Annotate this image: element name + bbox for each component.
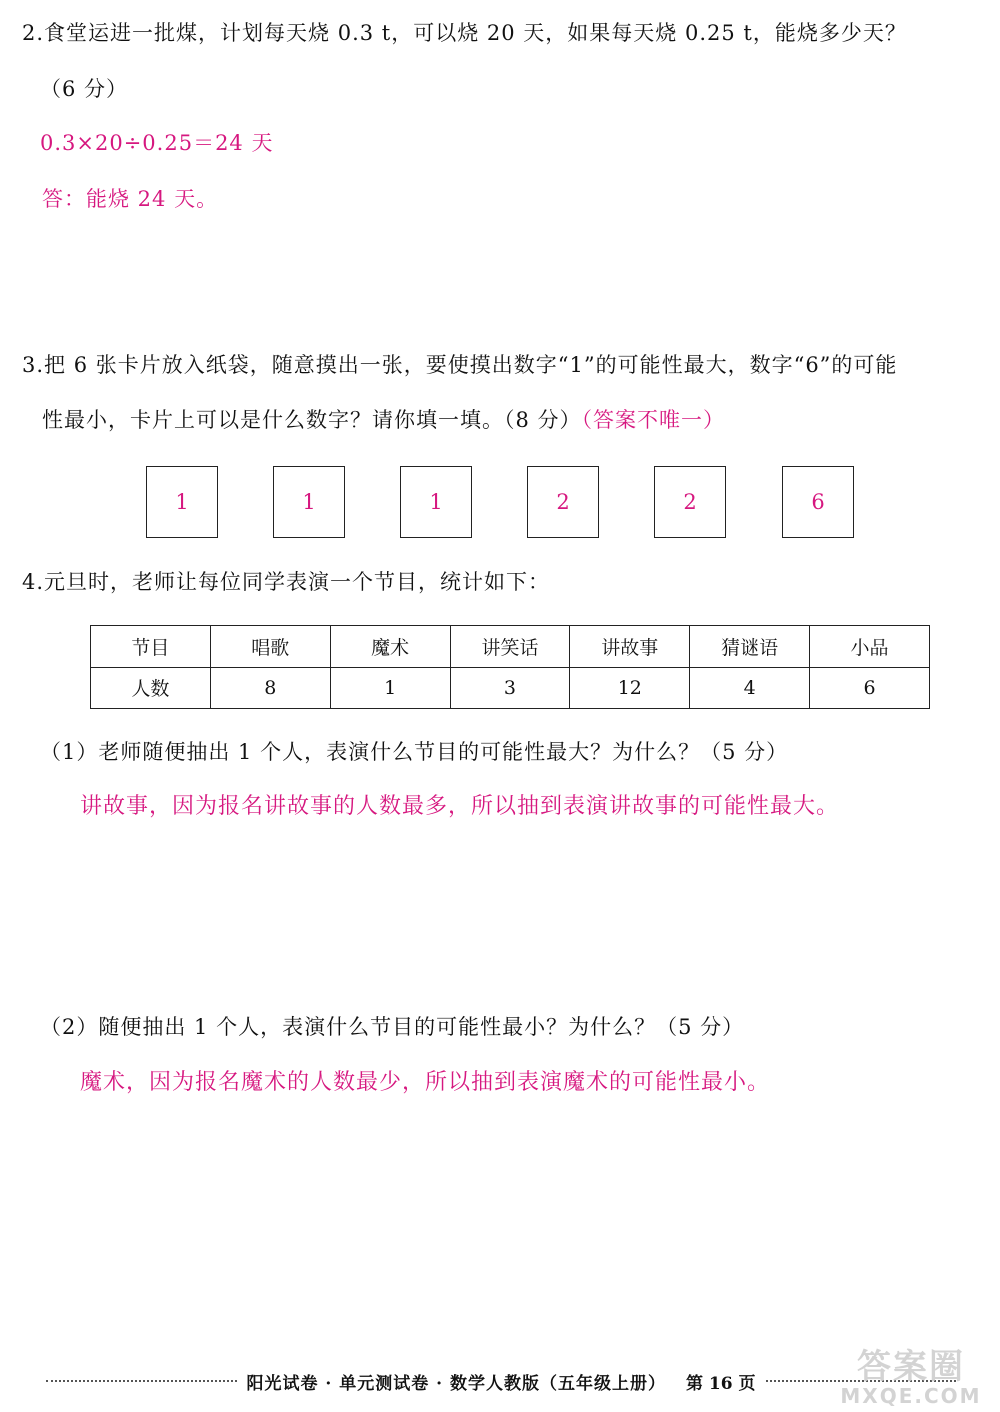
question-4-2-text: （2）随便抽出 1 个人，表演什么节目的可能性最小？为什么？（5 分）	[40, 1015, 745, 1039]
question-3-note: （答案不唯一）	[581, 408, 726, 432]
table-header-cell: 猜谜语	[690, 626, 810, 668]
footer-title: 阳光试卷 · 单元测试卷 · 数学人教版（五年级上册）	[246, 1373, 667, 1394]
footer-dots-left	[46, 1380, 237, 1382]
card-row	[146, 466, 854, 538]
card-5: 2	[654, 466, 726, 538]
page-footer	[36, 1366, 966, 1396]
card-4: 2	[527, 466, 599, 538]
program-stats-table	[90, 625, 930, 709]
question-3-line-1: 3.把 6 张卡片放入纸袋，随意摸出一张，要使摸出数字“1”的可能性最大，数字“6”的可能	[22, 353, 898, 377]
table-cell: 3	[450, 667, 570, 709]
table-header-cell: 小品	[810, 626, 930, 668]
card-3: 1	[400, 466, 472, 538]
table-header-cell: 讲故事	[570, 626, 690, 668]
question-4-1-answer: 讲故事，因为报名讲故事的人数最多，所以抽到表演讲故事的可能性最大。	[80, 794, 840, 819]
card-6: 6	[782, 466, 854, 538]
question-2-answer: 答：能烧 24 天。	[42, 187, 219, 211]
table-cell: 8	[210, 667, 330, 709]
question-2-text: 2.食堂运进一批煤，计划每天烧 0.3 t，可以烧 20 天，如果每天烧 0.25 t，能烧多少天？	[22, 21, 907, 45]
table-header-cell: 唱歌	[210, 626, 330, 668]
question-2-formula: 0.3×20÷0.25＝24 天	[40, 131, 274, 155]
table-cell: 6	[810, 667, 930, 709]
table-header-cell: 讲笑话	[450, 626, 570, 668]
table-cell: 4	[690, 667, 810, 709]
table-header-cell: 魔术	[330, 626, 450, 668]
table-cell: 人数	[91, 667, 211, 709]
question-4-1-text: （1）老师随便抽出 1 个人，表演什么节目的可能性最大？为什么？（5 分）	[40, 740, 789, 764]
table-header-cell: 节目	[91, 626, 211, 668]
question-3-line-2	[42, 405, 725, 435]
card-2: 1	[273, 466, 345, 538]
table-row	[91, 667, 930, 709]
table-header-row	[91, 626, 930, 668]
watermark-logo	[836, 1348, 986, 1408]
question-4-intro: 4.元旦时，老师让每位同学表演一个节目，统计如下：	[22, 570, 551, 594]
question-2-score: （6 分）	[40, 77, 129, 101]
question-3-line-2-text: 性最小，卡片上可以是什么数字？请你填一填。（8 分）	[42, 408, 582, 432]
table-cell: 12	[570, 667, 690, 709]
watermark-bottom: MXQE.COM	[840, 1384, 982, 1408]
watermark-top: 答案圈	[857, 1347, 965, 1387]
card-1: 1	[146, 466, 218, 538]
question-4-2-answer: 魔术，因为报名魔术的人数最少，所以抽到表演魔术的可能性最小。	[80, 1070, 771, 1095]
footer-page-number: 第 16 页	[686, 1373, 756, 1394]
table-cell: 1	[330, 667, 450, 709]
